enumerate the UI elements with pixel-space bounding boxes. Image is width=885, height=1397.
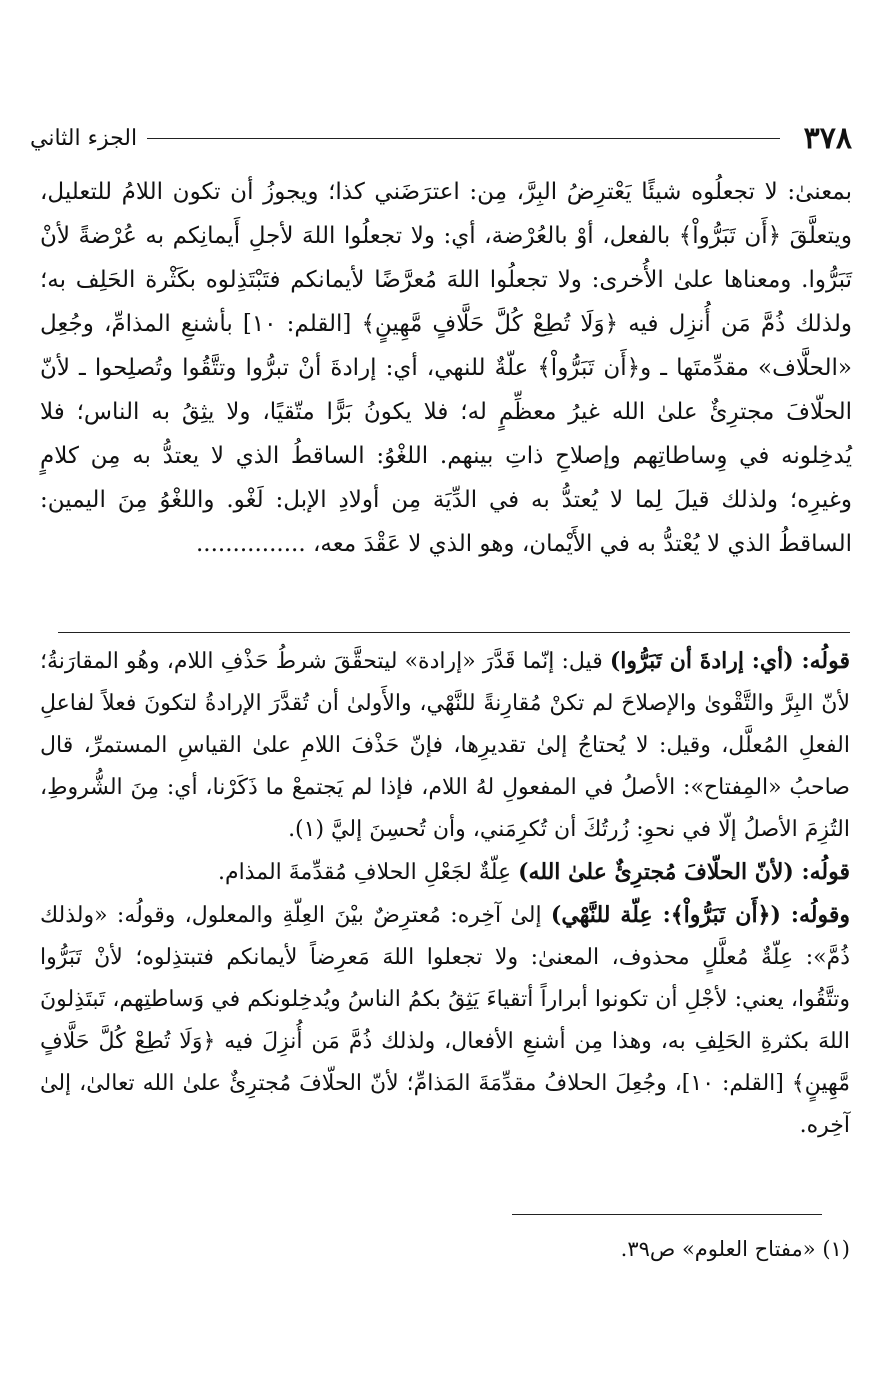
commentary-text: إلىٰ آخِره: مُعترِضٌ بيْنَ العِلّةِ والمعلول، وقولُه: «ولذلك ذُمَّ»: عِلّةٌ مُعلَّلٍ محذوف، المعنىٰ: ولا تجعلوا اللهَ مَعرِضاً لأيمانكم فتبتذِلوه؛ لأنْ تَبَرُّوا وتتَّقُوا، يعني: لأجْلِ أن تكونوا أبراراً أتقياءَ يَثِقُ بكمُ الناسُ ويُدخِلونكم في وَساطتِهم، تَبتَذِلونَ اللهَ بكثرةِ الحَلِفِ به، وهذا مِن أشنعِ الأفعال، ولذلك ذُمَّ مَن أُنزِلَ فيه ﴿وَلَا تُطِعْ كُلَّ حَلَّافٍ مَّهِينٍ﴾ [القلم: ١٠]، وجُعِلَ الحلافُ مقدِّمَةَ المَذامِّ؛ لأنّ الحلّافَ مُجترِئٌ علىٰ الله تعالىٰ، إلىٰ آخِره. — [40, 903, 850, 1138]
page-header — [30, 118, 852, 158]
commentary-paragraph — [40, 640, 850, 851]
footnote: (١) «مفتاح العلوم» ص٣٩. — [620, 1237, 850, 1261]
main-text — [40, 170, 852, 566]
footnote-rule — [512, 1214, 822, 1215]
separator-rule — [58, 632, 850, 633]
commentary-lead: قولُه: (أي: إرادةَ أن تَبَرُّوا) — [609, 648, 850, 674]
part-title: الجزء الثاني — [30, 125, 138, 151]
page-number: ٣٧٨ — [803, 120, 852, 156]
commentary — [40, 640, 850, 1147]
commentary-text: قيل: إنّما قَدَّرَ «إرادة» ليتحقَّقَ شرطُ حَذْفِ اللام، وهُو المقارَنةُ؛ لأنّ البِرَّ والتَّقْوىٰ والإصلاحَ لم تكنْ مُقارِنةً للنَّهْي، والأَولىٰ أن تُقدَّرَ الإرادةُ لتكونَ فعلاً لفاعلِ الفعلِ المُعلَّل، وقيل: لا يُحتاجُ إلىٰ تقديرِها، فإنّ حَذْفَ اللامِ علىٰ القياسِ المستمرِّ، قال صاحبُ «المِفتاح»: الأصلُ في المفعولِ لهُ اللام، فإذا لم يَجتمعْ ما ذَكَرْنا، أي: مِنَ الشُّروطِ، التُزِمَ الأصلُ إلّا في نحوِ: زُرتُكَ أن تُكرِمَني، وأن تُحسِنَ إليَّ (١). — [40, 649, 850, 842]
main-paragraph-text: بمعنىٰ: لا تجعلُوه شيئًا يَعْترِضُ البِرَّ، مِن: اعترَضَني كذا؛ ويجوزُ أن تكون اللامُ للتعليل، ويتعلَّقَ ﴿أَن تَبَرُّواْ﴾ بالفعل، أوْ بالعُرْضة، أي: ولا تجعلُوا اللهَ لأجلِ أَيمانِكم به عُرْضةً لأنْ تَبَرُّوا. ومعناها علىٰ الأُخرى: ولا تجعلُوا اللهَ مُعرَّضًا لأيمانكم فتَبْتَذِلوه بكَثْرة الحَلِف به؛ ولذلك ذُمَّ مَن أُنزِل فيه ﴿وَلَا تُطِعْ كُلَّ حَلَّافٍ مَّهِينٍ﴾ [القلم: ١٠] بأشنعِ المذامِّ، وجُعِل «الحلَّاف» مقدِّمتَها ـ و﴿أَن تَبَرُّواْ﴾ علّةٌ للنهي، أي: إرادةَ أنْ تبرُّوا وتتَّقُوا وتُصلِحوا ـ لأنّ الحلّافَ مجترِئٌ علىٰ الله غيرُ معظِّمٍ له؛ فلا يكونُ بَرًّا متّقيًا، ولا يثِقُ به الناس؛ فلا يُدخِلونه في وِساطاتِهم وإصلاحِ ذاتِ بينهم. اللغْوُ: الساقطُ الذي لا يعتدُّ به مِن كلامٍ وغيرِه؛ ولذلك قيلَ لِما لا يُعتدُّ به في الدِّيَة مِن أولادِ الإبل: لَغْو. واللغْوُ مِنَ اليمين: الساقطُ الذي لا يُعْتدُّ به في الأَيْمان، وهو الذي لا عَقْدَ معه، — [40, 179, 852, 557]
main-paragraph — [40, 170, 852, 566]
commentary-lead: قولُه: (لأنّ الحلّافَ مُجترِئٌ علىٰ الله) — [518, 859, 850, 885]
commentary-text: عِلّةٌ لجَعْلِ الحلافِ مُقدِّمةَ المذام. — [217, 860, 519, 885]
commentary-paragraph — [40, 894, 850, 1147]
continuation-dots: ............... — [196, 531, 306, 557]
commentary-paragraph — [40, 851, 850, 894]
header-rule — [147, 138, 780, 139]
commentary-lead: وقولُه: (﴿أَن تَبَرُّواْ﴾: عِلّة للنَّهْي) — [550, 902, 850, 928]
